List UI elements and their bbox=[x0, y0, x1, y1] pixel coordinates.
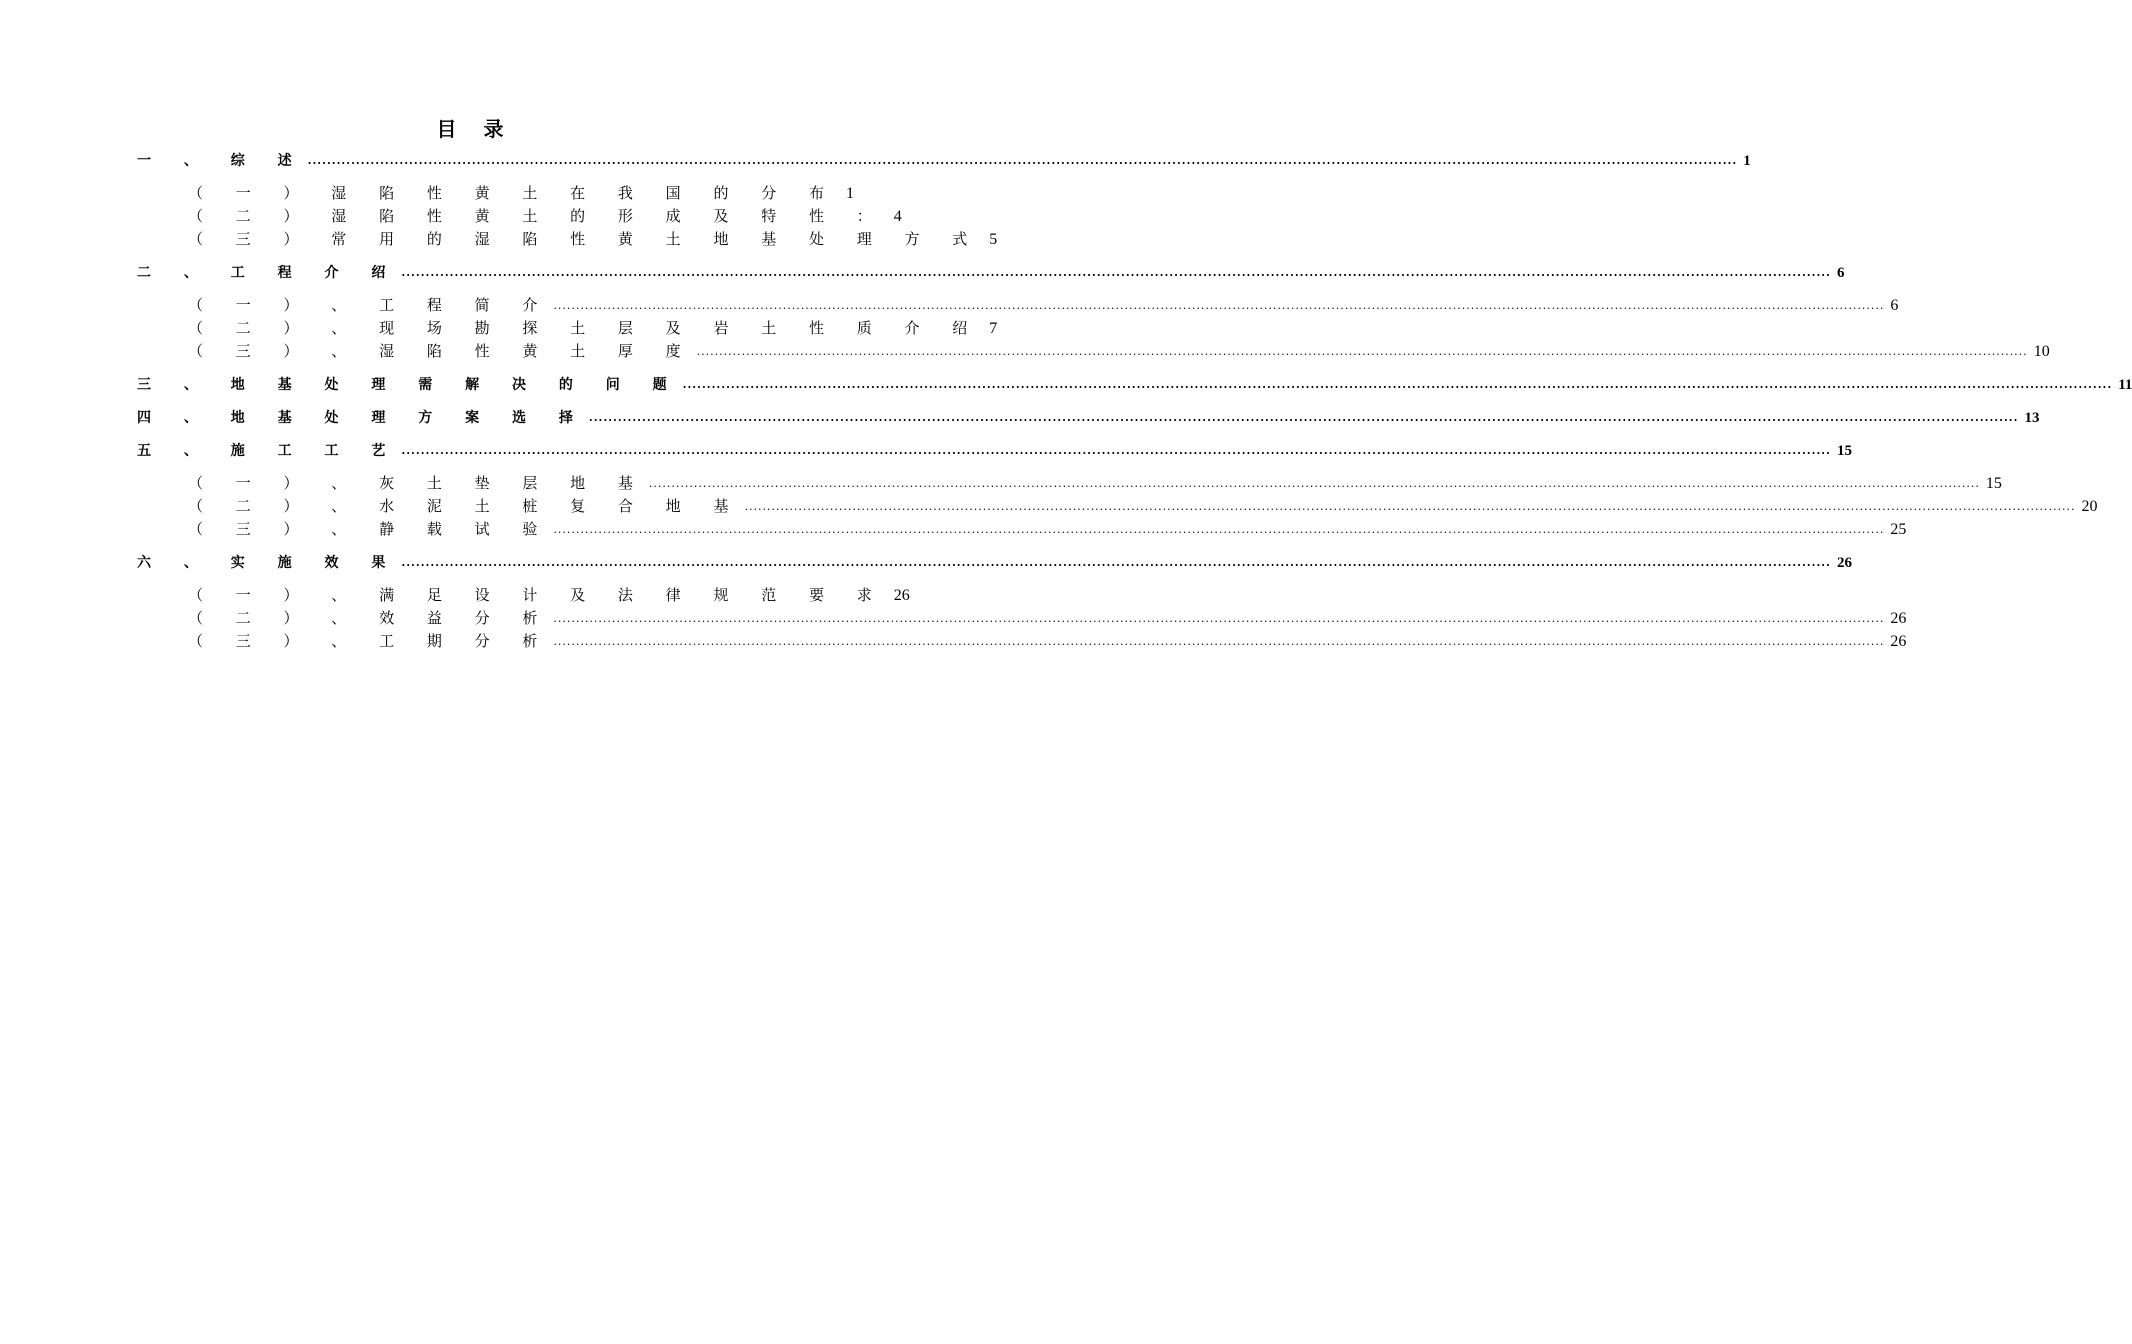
toc-page-number: 15 bbox=[1985, 475, 2002, 492]
toc-entry-label: 五 、 施 工 工 艺 bbox=[137, 443, 400, 459]
toc-page-number: 1 bbox=[1743, 153, 1751, 169]
toc-entry-level2[interactable] bbox=[188, 607, 1907, 628]
toc-page-number: 1 bbox=[846, 185, 854, 202]
toc-entry-level2[interactable] bbox=[188, 317, 998, 338]
toc-leader-dots bbox=[553, 612, 1884, 625]
toc-entry-level2[interactable] bbox=[188, 205, 902, 226]
toc-entry-level1[interactable] bbox=[137, 150, 1751, 170]
toc-leader-dots bbox=[649, 477, 1980, 490]
toc-title: 目 录 bbox=[436, 117, 514, 141]
toc-entry-level1[interactable] bbox=[137, 262, 1845, 282]
toc-entry-level2[interactable] bbox=[188, 182, 854, 203]
toc-page-number: 5 bbox=[989, 231, 998, 248]
toc-leader-dots bbox=[697, 345, 2028, 358]
toc-leader-dots bbox=[553, 635, 1884, 648]
toc-page-number: 26 bbox=[1836, 555, 1852, 571]
toc-entry-level1[interactable] bbox=[137, 440, 1852, 460]
toc-entry-level1[interactable] bbox=[137, 374, 2132, 394]
toc-leader-dots bbox=[401, 444, 1831, 457]
toc-page-number: 11 bbox=[2118, 377, 2132, 393]
toc-entry-label: 一 、 综 述 bbox=[137, 153, 306, 169]
toc-entry-level2[interactable] bbox=[188, 228, 998, 249]
toc-entry-level2[interactable] bbox=[188, 340, 2050, 361]
toc-page-number: 4 bbox=[893, 208, 902, 225]
toc-entry-level2[interactable] bbox=[188, 294, 1899, 315]
toc-page-number: 13 bbox=[2024, 410, 2040, 426]
toc-leader-dots bbox=[553, 523, 1884, 536]
toc-page-number: 26 bbox=[1890, 633, 1907, 650]
toc-leader-dots bbox=[744, 500, 2075, 513]
toc-entry-level2[interactable] bbox=[188, 630, 1907, 651]
toc-entry-level1[interactable] bbox=[137, 552, 1852, 572]
toc-entry-label: （ 二 ） 、 现 场 勘 探 土 层 及 岩 土 性 质 介 绍 bbox=[188, 319, 982, 337]
toc-entry-level1[interactable] bbox=[137, 407, 2040, 427]
toc-page-number: 26 bbox=[893, 587, 910, 604]
toc-leader-dots bbox=[683, 378, 2113, 391]
toc-entry-label: （ 一 ） 湿 陷 性 黄 土 在 我 国 的 分 布 bbox=[188, 184, 838, 202]
toc-entry-label: （ 二 ） 、 水 泥 土 桩 复 合 地 基 bbox=[188, 497, 743, 515]
toc-entry-label: （ 一 ） 、 满 足 设 计 及 法 律 规 范 要 求 bbox=[188, 586, 886, 604]
toc-entry-label: 四 、 地 基 处 理 方 案 选 择 bbox=[137, 410, 587, 426]
toc-entry-level2[interactable] bbox=[188, 518, 1907, 539]
toc-page-number: 7 bbox=[989, 320, 998, 337]
toc-page-number: 25 bbox=[1890, 521, 1907, 538]
toc-leader-dots bbox=[308, 154, 1738, 167]
toc-page-number: 6 bbox=[1836, 265, 1845, 281]
toc-page-number: 26 bbox=[1890, 610, 1907, 627]
toc-entry-level2[interactable] bbox=[188, 584, 910, 605]
toc-entry-level2[interactable] bbox=[188, 495, 2098, 516]
toc-entry-label: （ 三 ） 、 静 载 试 验 bbox=[188, 520, 552, 538]
toc-entry-label: 三 、 地 基 处 理 需 解 决 的 问 题 bbox=[137, 377, 681, 393]
toc-entry-level2[interactable] bbox=[188, 472, 2002, 493]
toc-page-number: 20 bbox=[2081, 498, 2098, 515]
toc-leader-dots bbox=[401, 556, 1831, 569]
toc-page-number: 10 bbox=[2033, 343, 2050, 360]
toc-leader-dots bbox=[401, 266, 1831, 279]
toc-entry-label: （ 三 ） 常 用 的 湿 陷 性 黄 土 地 基 处 理 方 式 bbox=[188, 230, 982, 248]
toc-leader-dots bbox=[553, 299, 1884, 312]
toc-entry-label: （ 一 ） 、 工 程 简 介 bbox=[188, 296, 552, 314]
toc-entry-label: （ 二 ） 、 效 益 分 析 bbox=[188, 609, 552, 627]
toc-entry-label: （ 三 ） 、 湿 陷 性 黄 土 厚 度 bbox=[188, 342, 695, 360]
toc-entry-label: 六 、 实 施 效 果 bbox=[137, 555, 400, 571]
toc-entry-label: （ 一 ） 、 灰 土 垫 层 地 基 bbox=[188, 474, 647, 492]
toc-entry-label: 二 、 工 程 介 绍 bbox=[137, 265, 400, 281]
toc-page-number: 15 bbox=[1836, 443, 1852, 459]
toc-leader-dots bbox=[589, 411, 2019, 424]
toc-entry-label: （ 二 ） 湿 陷 性 黄 土 的 形 成 及 特 性 ： bbox=[188, 207, 886, 225]
toc-entry-label: （ 三 ） 、 工 期 分 析 bbox=[188, 632, 552, 650]
toc-page-number: 6 bbox=[1890, 297, 1899, 314]
